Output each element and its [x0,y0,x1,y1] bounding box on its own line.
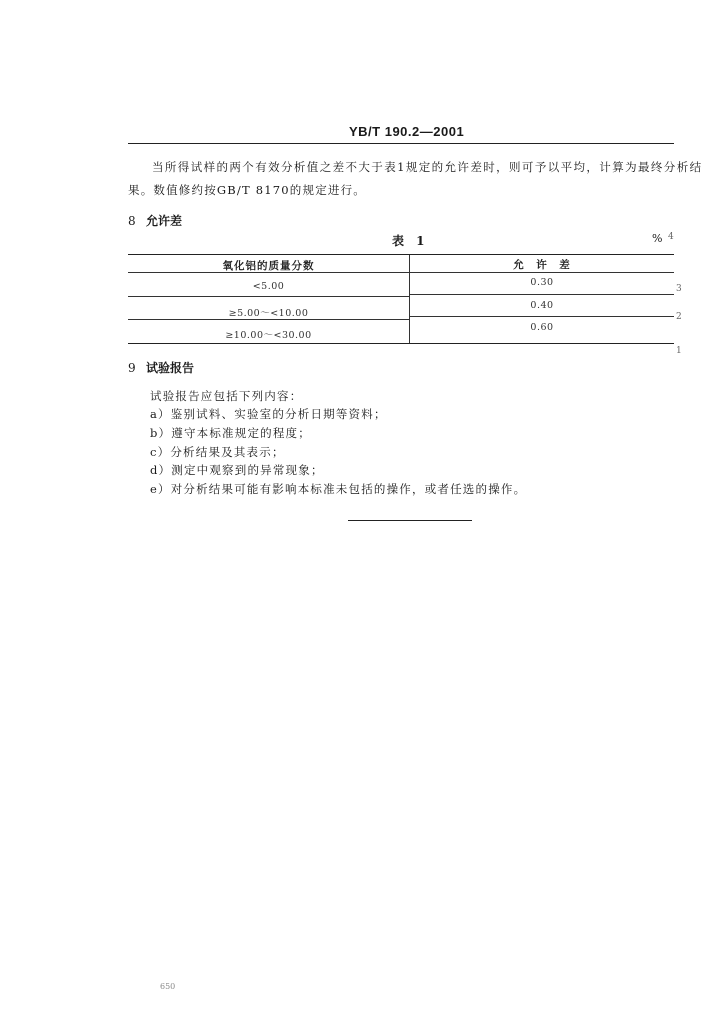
table-cell-tolerance: 0.40 [530,300,554,311]
table-cell-tolerance: 0.60 [530,322,554,333]
report-item-d: d）测定中观察到的异常现象； [150,463,324,477]
edge-mark: 4 [668,232,674,242]
page-number: 650 [160,982,176,991]
intro-paragraph-line-2: 果。数值修约按GB/T 8170的规定进行。 [128,183,367,197]
report-item-b: b）遵守本标准规定的程度； [150,426,311,440]
standard-code-header: YB/T 190.2—2001 [349,124,465,139]
row-divider-right [410,294,674,295]
section-title: 试验报告 [146,361,195,375]
report-item-e: e）对分析结果可能有影响本标准未包括的操作，或者任选的操作。 [150,482,527,496]
header-rule [128,143,674,144]
table-cell-tolerance: 0.30 [530,277,554,288]
section-number: 8 [128,214,136,228]
row-divider-left [128,319,410,320]
section-number: 9 [128,361,136,375]
row-divider-left [128,296,410,297]
edge-mark: 1 [676,346,682,356]
row-divider-right [410,316,674,317]
table-cell-range: ≥5.00～<10.00 [228,308,309,319]
tolerance-table [128,254,674,344]
report-item-c: c）分析结果及其表示； [150,445,285,459]
edge-mark: 3 [676,284,682,294]
intro-paragraph-line-1: 当所得试样的两个有效分析值之差不大于表1规定的允许差时，则可予以平均，计算为最终分析结 [152,160,703,174]
table-cell-range: <5.00 [252,281,285,292]
section-9-heading [128,359,194,376]
end-of-text-rule [348,520,472,521]
table-cell-range: ≥10.00～<30.00 [225,330,312,341]
report-item-a: a）鉴别试料、实验室的分析日期等资料； [150,407,387,421]
edge-mark: 2 [676,312,682,322]
section-title: 允许差 [146,214,183,228]
section-8-heading [128,212,182,229]
table-header-tolerance: 允 许 差 [513,259,571,271]
table-unit: % [652,232,663,245]
table-header-mass-fraction: 氧化铝的质量分数 [222,260,315,272]
report-intro-text: 试验报告应包括下列内容： [150,389,303,403]
table-caption: 表 1 [392,234,429,248]
